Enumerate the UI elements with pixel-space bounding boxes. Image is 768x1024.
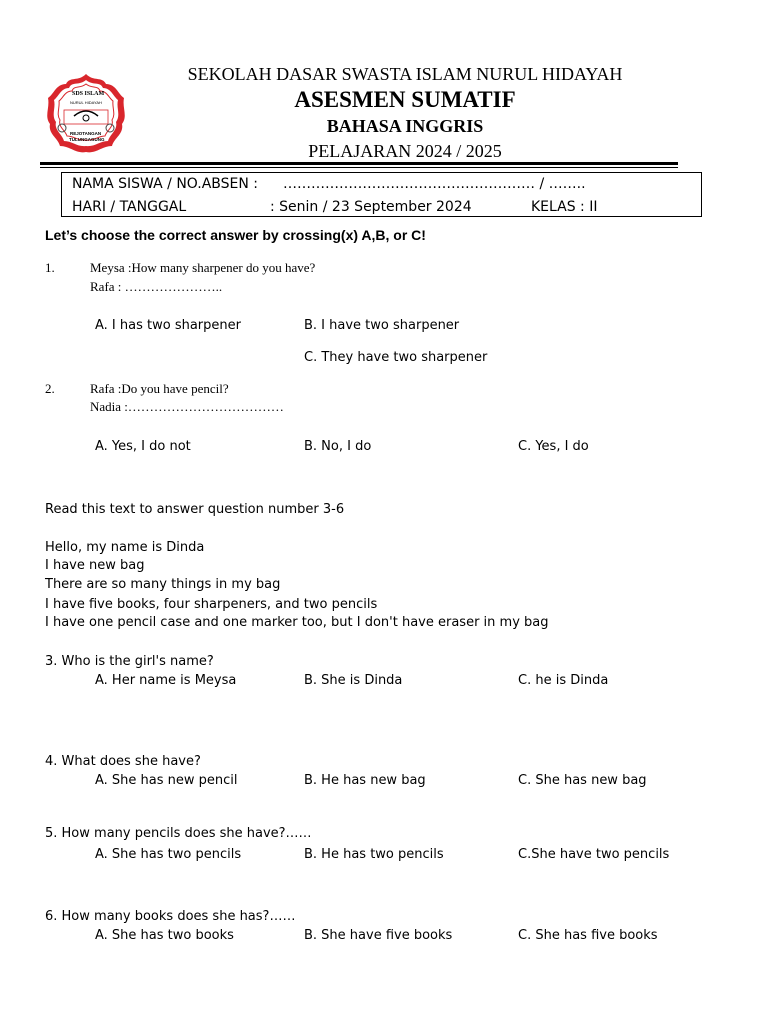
q5-option-c[interactable]: C.She have two pencils xyxy=(518,847,670,862)
instruction: Let’s choose the correct answer by crossing(x) A,B, or C! xyxy=(45,227,426,243)
exam-title: ASESMEN SUMATIF xyxy=(294,87,516,112)
q4-option-b[interactable]: B. He has new bag xyxy=(304,773,426,788)
q5-option-a[interactable]: A. She has two pencils xyxy=(95,847,242,862)
logo-text-mid: NURUL HIDAYAH xyxy=(70,100,102,105)
q3-option-c[interactable]: C. he is Dinda xyxy=(518,673,609,688)
logo-text-bottom1: REJOTANGAN xyxy=(70,131,102,136)
q2-option-b[interactable]: B. No, I do xyxy=(304,439,372,454)
student-name-blank[interactable]: ……………………………………………… / …….. xyxy=(283,176,586,192)
reading-line: I have new bag xyxy=(45,558,145,573)
subject-title: BAHASA INGGRIS xyxy=(326,116,484,136)
q6-text: 6. How many books does she has?…… xyxy=(45,909,296,924)
q3-text: 3. Who is the girl's name? xyxy=(45,654,214,669)
q1-option-c[interactable]: C. They have two sharpener xyxy=(304,350,488,365)
q6-option-a[interactable]: A. She has two books xyxy=(95,928,234,943)
q3-option-a[interactable]: A. Her name is Meysa xyxy=(95,673,237,688)
reading-line: There are so many things in my bag xyxy=(45,577,281,592)
reading-intro: Read this text to answer question number 3-6 xyxy=(45,502,345,517)
q6-option-b[interactable]: B. She have five books xyxy=(304,928,453,943)
q3-option-b[interactable]: B. She is Dinda xyxy=(304,673,403,688)
q1-number: 1. xyxy=(45,260,55,275)
q5-option-b[interactable]: B. He has two pencils xyxy=(304,847,444,862)
day-date-label: HARI / TANGGAL xyxy=(72,199,187,215)
header-divider-thick xyxy=(40,162,678,165)
q4-text: 4. What does she have? xyxy=(45,754,201,769)
logo-text-top: SDS ISLAM xyxy=(72,91,105,97)
q1-option-b[interactable]: B. I have two sharpener xyxy=(304,318,460,333)
q2-line1: Rafa :Do you have pencil? xyxy=(90,381,229,396)
reading-line: I have five books, four sharpeners, and two pencils xyxy=(45,597,378,612)
q1-option-a[interactable]: A. I has two sharpener xyxy=(95,318,241,333)
school-name: SEKOLAH DASAR SWASTA ISLAM NURUL HIDAYAH xyxy=(187,64,623,84)
q2-number: 2. xyxy=(45,381,55,396)
q1-line1: Meysa :How many sharpener do you have? xyxy=(90,260,316,275)
reading-line: I have one pencil case and one marker too, but I don't have eraser in my bag xyxy=(45,615,549,630)
q2-option-c[interactable]: C. Yes, I do xyxy=(518,439,589,454)
day-date-value: : Senin / 23 September 2024 xyxy=(270,199,472,215)
q2-option-a[interactable]: A. Yes, I do not xyxy=(95,439,191,454)
school-year: PELAJARAN 2024 / 2025 xyxy=(308,141,502,161)
student-name-label: NAMA SISWA / NO.ABSEN : xyxy=(72,176,259,192)
class-label: KELAS : II xyxy=(531,199,598,215)
q2-line2: Nadia :……………………………… xyxy=(90,399,284,414)
q6-option-c[interactable]: C. She has five books xyxy=(518,928,658,943)
logo-text-bottom2: TULUNGAGUNG xyxy=(69,137,105,142)
header-divider-thin xyxy=(40,167,678,168)
reading-line: Hello, my name is Dinda xyxy=(45,540,205,555)
q1-line2: Rafa : ………………….. xyxy=(90,279,223,294)
q4-option-c[interactable]: C. She has new bag xyxy=(518,773,647,788)
q4-option-a[interactable]: A. She has new pencil xyxy=(95,773,238,788)
q5-text: 5. How many pencils does she have?…… xyxy=(45,826,312,841)
